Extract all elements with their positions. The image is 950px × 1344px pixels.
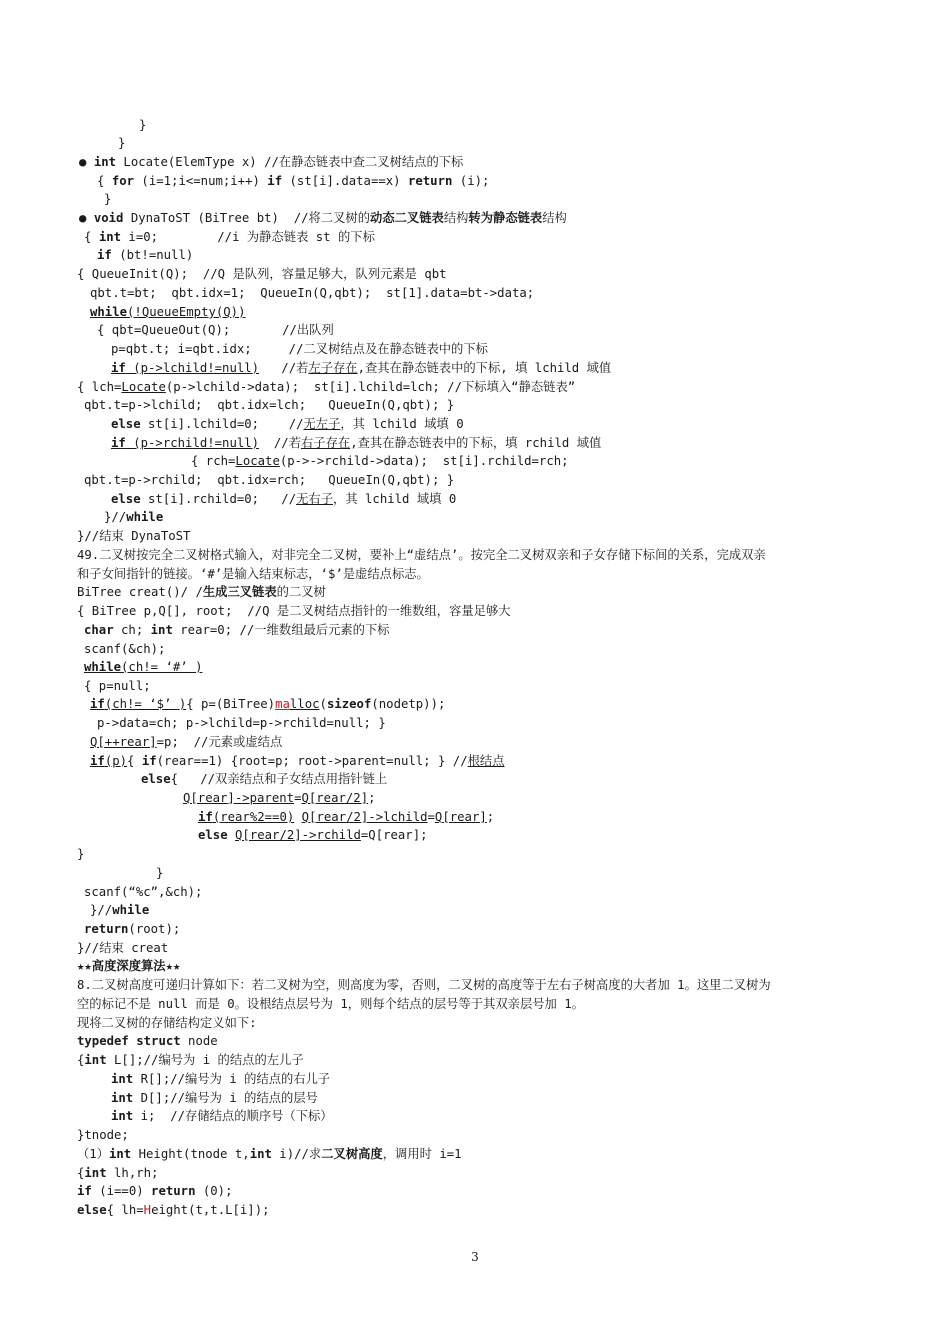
text-run: ma xyxy=(275,697,290,711)
text-run: qbt.t=p->rchild; qbt.idx=rch; QueueIn(Q,qbt); } xyxy=(84,473,455,487)
text-run: ，其 lchild 域填 0 xyxy=(333,492,457,506)
text-run: { xyxy=(84,230,99,244)
text-run: if xyxy=(198,810,213,824)
text-line xyxy=(77,546,766,565)
text-run: (i); xyxy=(452,174,490,188)
text-line xyxy=(84,621,390,640)
text-line xyxy=(90,284,534,303)
text-run: ● xyxy=(79,211,94,225)
text-run: if xyxy=(77,1184,92,1198)
text-line xyxy=(84,920,180,939)
text-run: else xyxy=(141,772,171,786)
text-run: else xyxy=(77,1203,107,1217)
text-run: //若 xyxy=(259,436,301,450)
text-run: int xyxy=(150,623,173,637)
text-run: { rch= xyxy=(191,454,236,468)
text-line xyxy=(141,770,387,789)
text-line xyxy=(77,1145,462,1164)
text-run: 8.二叉树高度可递归计算如下：若二叉树为空，则高度为零，否则，二叉树的高度等于左右子树高度的大者加 1。这里二叉树为 xyxy=(77,978,771,992)
text-line xyxy=(104,190,111,209)
text-run: 左子存在 xyxy=(308,361,358,375)
text-run: }//结束 DynaToST xyxy=(77,529,191,543)
text-line xyxy=(183,789,376,808)
text-run: Q[rear/2]->lchild xyxy=(301,810,428,824)
text-run: while xyxy=(126,510,164,524)
text-run: (nodetp)); xyxy=(371,697,446,711)
text-run: =p; //元素或虚结点 xyxy=(156,735,283,749)
text-run: R[];//编号为 i 的结点的右儿子 xyxy=(133,1072,331,1086)
text-run: i=0; //i 为静态链表 st 的下标 xyxy=(121,230,375,244)
text-run: (p->lchild->data); st[i].lchild=lch; //下标填入“静态链表” xyxy=(165,380,576,394)
text-run: { QueueInit(Q); //Q 是队列，容量足够大，队列元素是 qbt xyxy=(77,267,447,281)
text-run: (ch!= ‘#’ ) xyxy=(121,660,203,674)
text-run: //若 xyxy=(259,361,309,375)
text-run: } xyxy=(156,866,164,880)
text-run: } xyxy=(104,192,112,206)
text-run: rear=0; //一维数组最后元素的下标 xyxy=(172,623,390,637)
text-run: D[];//编号为 i 的结点的层号 xyxy=(133,1091,318,1105)
text-run: { //双亲结点和子女结点用指针链上 xyxy=(170,772,388,786)
text-run: i; //存储结点的顺序号（下标） xyxy=(133,1109,333,1123)
text-run: else xyxy=(111,417,141,431)
text-line xyxy=(77,1051,304,1070)
text-run: ( xyxy=(319,697,327,711)
text-run: scanf(&ch); xyxy=(84,642,166,656)
text-run: 和子女间指针的链接。‘#’是输入结束标志，‘$’是虚结点标志。 xyxy=(77,567,429,581)
text-run: L[];//编号为 i 的结点的左儿子 xyxy=(106,1053,304,1067)
text-run: if xyxy=(111,361,126,375)
text-line xyxy=(111,1107,333,1126)
text-run: int xyxy=(111,1091,134,1105)
text-line xyxy=(118,134,125,153)
text-line xyxy=(84,471,454,490)
text-run: node xyxy=(180,1034,218,1048)
text-run: ，其 lchild 域填 0 xyxy=(340,417,464,431)
text-run: qbt.t=bt; qbt.idx=1; QueueIn(Q,qbt); st[1].data=bt->data; xyxy=(90,286,535,300)
text-run xyxy=(228,828,235,842)
text-run: if xyxy=(267,174,283,188)
text-run: { xyxy=(127,754,142,768)
text-line xyxy=(77,845,84,864)
text-line xyxy=(77,1014,257,1033)
text-line xyxy=(111,434,601,453)
text-run: Q[rear/2]->rchild xyxy=(235,828,361,842)
text-run: typedef xyxy=(77,1034,129,1048)
text-line xyxy=(77,995,584,1014)
text-run: while xyxy=(84,660,122,674)
text-run: BiTree creat()/ / xyxy=(77,585,203,599)
text-run: int xyxy=(111,1072,134,1086)
text-run: }tnode; xyxy=(77,1128,129,1142)
text-run: 转为静态链表 xyxy=(468,211,543,225)
text-run: ; xyxy=(486,810,495,824)
text-run: int xyxy=(93,155,117,169)
text-line xyxy=(79,209,567,228)
text-run: } xyxy=(77,847,85,861)
text-run: (i==0) xyxy=(91,1184,152,1198)
text-run: int xyxy=(109,1147,132,1161)
text-line xyxy=(77,1182,233,1201)
text-run: return xyxy=(84,922,129,936)
text-run: eight(t,t.L[i]); xyxy=(151,1203,270,1217)
text-run: (0); xyxy=(195,1184,233,1198)
text-run: (st[i].data==x) xyxy=(282,174,408,188)
text-line xyxy=(84,396,454,415)
text-run: = xyxy=(294,791,302,805)
text-run: if xyxy=(90,697,105,711)
text-run: }// xyxy=(104,510,127,524)
text-run: { p=null; xyxy=(84,679,151,693)
text-line xyxy=(84,677,151,696)
text-line xyxy=(97,714,386,733)
text-run: ★★高度深度算法★★ xyxy=(77,959,181,973)
text-run: lh,rh; xyxy=(106,1166,159,1180)
text-run: while xyxy=(90,305,128,319)
text-run: Locate(ElemType x) //在静态链表中查二叉树结点的下标 xyxy=(116,155,464,169)
text-run: { lch= xyxy=(77,380,122,394)
text-run: ● xyxy=(79,155,94,169)
text-run: (ch!= ‘$’ ) xyxy=(104,697,187,711)
text-run: }//结束 creat xyxy=(77,941,169,955)
text-run: return xyxy=(151,1184,196,1198)
text-run: (rear==1) {root=p; root->parent=null; } // xyxy=(156,754,468,768)
text-run: 右子存在 xyxy=(301,436,351,450)
text-run: Q[rear]->parent xyxy=(183,791,295,805)
text-run: }// xyxy=(90,903,113,917)
text-line xyxy=(77,265,447,284)
text-run: int xyxy=(98,230,122,244)
text-run: (p) xyxy=(104,754,128,768)
text-run: 的二叉树 xyxy=(276,585,326,599)
text-line xyxy=(77,1126,129,1145)
page-number: 3 xyxy=(471,1250,479,1264)
text-run: 二叉树高度 xyxy=(321,1147,383,1161)
text-run: 生成三叉链表 xyxy=(202,585,277,599)
text-run: { BiTree p,Q[], root; //Q 是二叉树结点指针的一维数组，容量足够大 xyxy=(77,604,511,618)
text-run: Q[++rear] xyxy=(90,735,157,749)
text-line xyxy=(111,1070,330,1089)
text-line xyxy=(111,359,611,378)
text-run: void xyxy=(93,211,124,225)
text-run: DynaToST (BiTree bt) //将二叉树的 xyxy=(123,211,371,225)
text-line xyxy=(97,246,193,265)
text-run: Q[rear/2] xyxy=(301,791,369,805)
text-run: st[i].lchild=0; // xyxy=(140,417,304,431)
text-line xyxy=(156,864,163,883)
text-run: Q[rear] xyxy=(434,810,487,824)
text-line xyxy=(77,939,168,958)
text-line xyxy=(84,658,202,677)
text-run: 根结点 xyxy=(467,754,505,768)
text-run: { xyxy=(77,1053,85,1067)
text-line xyxy=(90,733,282,752)
text-line xyxy=(90,695,445,714)
text-line xyxy=(77,1032,218,1051)
text-line xyxy=(90,901,149,920)
text-line xyxy=(84,640,165,659)
text-run: st[i].rchild=0; // xyxy=(140,492,297,506)
text-line xyxy=(90,303,246,322)
text-run: =Q[rear]; xyxy=(360,828,428,842)
text-run: ; xyxy=(368,791,376,805)
text-run: else xyxy=(198,828,228,842)
text-run: 49.二叉树按完全二叉树格式输入，对非完全二叉树，要补上“虚结点’。按完全二叉树双亲和子女存储下标间的关系，完成双亲 xyxy=(77,548,766,562)
text-line xyxy=(77,602,511,621)
text-run: if xyxy=(111,436,126,450)
text-run: ，调用时 i=1 xyxy=(382,1147,462,1161)
text-run: else xyxy=(111,492,141,506)
text-run: p=qbt.t; i=qbt.idx; //二叉树结点及在静态链表中的下标 xyxy=(111,342,488,356)
text-run: ch; xyxy=(113,623,151,637)
text-run: lloc xyxy=(289,697,320,711)
text-run: } xyxy=(118,136,126,150)
text-run: i)//求 xyxy=(271,1147,322,1161)
text-run: H xyxy=(143,1203,152,1217)
text-run: { xyxy=(97,174,112,188)
text-run: { xyxy=(77,1166,85,1180)
text-line xyxy=(97,321,334,340)
text-run: qbt.t=p->lchild; qbt.idx=lch; QueueIn(Q,qbt); } xyxy=(84,398,455,412)
text-run: int xyxy=(84,1166,107,1180)
text-line xyxy=(77,1201,270,1220)
text-run: = xyxy=(427,810,435,824)
text-run: if xyxy=(141,754,157,768)
text-run: { lh= xyxy=(106,1203,144,1217)
text-run: (p->rchild!=null) xyxy=(125,436,260,450)
text-run: 结构 xyxy=(443,211,469,225)
text-line xyxy=(191,452,569,471)
text-run: for xyxy=(111,174,135,188)
text-run: 动态二叉链表 xyxy=(370,211,444,225)
text-run: struct xyxy=(136,1034,181,1048)
text-line xyxy=(111,490,456,509)
text-line xyxy=(97,172,489,191)
text-line xyxy=(198,808,494,827)
text-run: while xyxy=(112,903,150,917)
text-run: Locate xyxy=(121,380,166,394)
text-run: 空的标记不是 null 而是 0。设根结点层号为 1，则每个结点的层号等于其双亲层号加 1。 xyxy=(77,997,584,1011)
text-run: { p=(BiTree) xyxy=(186,697,276,711)
text-run: (!QueueEmpty(Q)) xyxy=(127,305,246,319)
text-line xyxy=(111,1089,318,1108)
text-line xyxy=(90,752,505,771)
text-line xyxy=(111,340,488,359)
text-run: ,查其在静态链表中的下标, 填 lchild 域值 xyxy=(357,361,612,375)
text-run: int xyxy=(249,1147,272,1161)
text-run: p->data=ch; p->lchild=p->rchild=null; } xyxy=(97,716,386,730)
text-run: ,查其在静态链表中的下标，填 rchild 域值 xyxy=(350,436,602,450)
text-run: （1） xyxy=(77,1147,109,1161)
text-line xyxy=(84,883,202,902)
text-run: (rear%2==0) xyxy=(212,810,295,824)
text-run: Height(tnode t, xyxy=(131,1147,250,1161)
text-run: if xyxy=(90,754,105,768)
text-line xyxy=(77,527,190,546)
text-run: 现将二叉树的存储结构定义如下: xyxy=(77,1016,257,1030)
text-run: 无左子 xyxy=(303,417,341,431)
text-line xyxy=(77,378,575,397)
text-run: { qbt=QueueOut(Q); //出队列 xyxy=(97,323,334,337)
text-line xyxy=(84,228,375,247)
text-line xyxy=(79,153,463,172)
text-run: Locate xyxy=(235,454,280,468)
text-line xyxy=(77,957,180,976)
text-run: sizeof xyxy=(326,697,372,711)
text-run: if xyxy=(97,248,112,262)
text-run: char xyxy=(84,623,114,637)
text-run: 无右子 xyxy=(296,492,334,506)
text-line xyxy=(77,583,326,602)
text-line xyxy=(104,508,163,527)
text-line xyxy=(139,116,146,135)
text-line xyxy=(198,826,428,845)
text-run: int xyxy=(84,1053,107,1067)
text-line xyxy=(77,565,429,584)
text-run: (p->->rchild->data); st[i].rchild=rch; xyxy=(279,454,569,468)
text-run: (i=1;i<=num;i++) xyxy=(134,174,268,188)
text-run: (p->lchild!=null) xyxy=(125,361,260,375)
text-run: } xyxy=(139,118,147,132)
text-run: return xyxy=(407,174,453,188)
text-run xyxy=(294,810,301,824)
text-line xyxy=(111,415,464,434)
text-run: int xyxy=(111,1109,134,1123)
text-run: scanf(“%c”,&ch); xyxy=(84,885,203,899)
text-line xyxy=(77,976,771,995)
text-run: (root); xyxy=(128,922,181,936)
text-run: (bt!=null) xyxy=(111,248,194,262)
text-line xyxy=(77,1164,158,1183)
text-run: 结构 xyxy=(542,211,567,225)
